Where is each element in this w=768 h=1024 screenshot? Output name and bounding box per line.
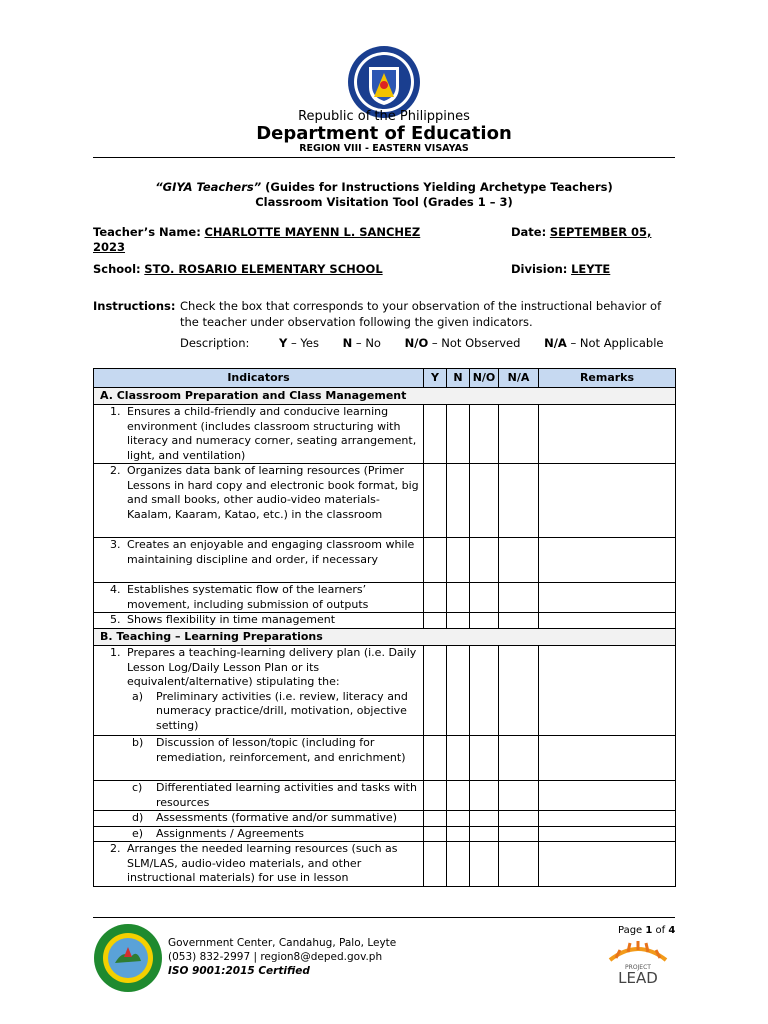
description-label: Description: [180,336,250,350]
republic-text: Republic of the Philippines [298,109,470,124]
table-row [94,464,676,538]
check-n[interactable] [447,405,470,464]
legend-yes: Y – Yes [279,336,319,350]
remarks-cell[interactable] [539,646,676,736]
indicator-cell: 3. Creates an enjoyable and engaging classroom while maintaining discipline and order, if necessary [94,538,424,583]
school-field [93,262,493,277]
check-y[interactable] [424,781,447,811]
remarks-cell[interactable] [539,464,676,538]
indicator-cell: 5. Shows flexibility in time management [94,613,424,629]
check-y[interactable] [424,646,447,736]
table-row [94,826,676,842]
legend-not-observed: N/O – Not Observed [404,336,521,350]
indicator-cell: e) Assignments / Agreements [94,826,424,842]
school-value: STO. ROSARIO ELEMENTARY SCHOOL [144,262,383,276]
check-na[interactable] [499,736,539,781]
remarks-cell[interactable] [539,811,676,827]
section-a-header: A. Classroom Preparation and Class Management [94,388,676,405]
check-y[interactable] [424,811,447,827]
check-y[interactable] [424,842,447,887]
header-na: N/A [499,369,539,388]
instructions-label: Instructions: [93,299,176,313]
instructions-text: Check the box that corresponds to your observation of the instructional behavior of the teacher under observation following the given indicators. [180,299,662,329]
teacher-value: CHARLOTTE MAYENN L. SANCHEZ [204,225,421,239]
check-y[interactable] [424,826,447,842]
check-n[interactable] [447,736,470,781]
remarks-cell[interactable] [539,583,676,613]
check-y[interactable] [424,538,447,583]
check-n[interactable] [447,646,470,736]
check-no[interactable] [470,842,499,887]
check-na[interactable] [499,842,539,887]
footer-iso: ISO 9001:2015 Certified [168,965,310,977]
indicator-cell: 1. Prepares a teaching-learning delivery plan (i.e. Daily Lesson Log/Daily Lesson Plan or its equivalent/alternative) stipulating the: a) Preliminary activities (i.e. review, literacy and numeracy practice/drill, motivation, objective setting) [94,646,424,736]
table-row [94,781,676,811]
check-no[interactable] [470,613,499,629]
footer-phone-email: (053) 832-2997 | region8@deped.gov.ph [168,951,383,963]
table-row [94,811,676,827]
header-n: N [447,369,470,388]
check-y[interactable] [424,464,447,538]
division-value: LEYTE [571,262,611,276]
indicator-cell: 2. Arranges the needed learning resources (such as SLM/LAS, audio-video materials, and other instructional materials) for use in lesson [94,842,424,887]
indicator-cell: b) Discussion of lesson/topic (including for remediation, reinforcement, and enrichment) [94,736,424,781]
table-row [94,646,676,736]
check-na[interactable] [499,613,539,629]
header-no: N/O [470,369,499,388]
division-field [511,262,681,277]
check-y[interactable] [424,613,447,629]
table-row [94,736,676,781]
indicator-cell: c) Differentiated learning activities and tasks with resources [94,781,424,811]
table-row [94,405,676,464]
table-row [94,613,676,629]
division-label: Division: [511,262,568,276]
remarks-cell[interactable] [539,736,676,781]
check-n[interactable] [447,538,470,583]
check-no[interactable] [470,781,499,811]
footer-address: Government Center, Candahug, Palo, Leyte [168,937,397,949]
remarks-cell[interactable] [539,781,676,811]
legend-no: N – No [342,336,381,350]
table-header-row [94,369,676,388]
remarks-cell[interactable] [539,842,676,887]
check-no[interactable] [470,464,499,538]
deped-seal-icon [347,45,421,119]
check-na[interactable] [499,811,539,827]
remarks-cell[interactable] [539,826,676,842]
lead-label: LEAD [618,969,658,986]
check-no[interactable] [470,811,499,827]
check-n[interactable] [447,826,470,842]
date-field [511,225,681,240]
header-y: Y [424,369,447,388]
teacher-label: Teacher’s Name: [93,225,201,239]
check-no[interactable] [470,583,499,613]
department-title: Department of Education [256,123,512,144]
indicator-cell: d) Assessments (formative and/or summative) [94,811,424,827]
indicator-cell: 1. Ensures a child-friendly and conducive learning environment (includes classroom structuring with literacy and numeracy corner, seating arrangement, light, and ventilation) [94,405,424,464]
check-na[interactable] [499,781,539,811]
date-label: Date: [511,225,547,239]
tool-subtitle: Classroom Visitation Tool (Grades 1 – 3) [255,195,513,209]
check-y[interactable] [424,736,447,781]
check-na[interactable] [499,464,539,538]
check-y[interactable] [424,405,447,464]
check-no[interactable] [470,736,499,781]
teacher-field [93,225,433,255]
check-na[interactable] [499,826,539,842]
remarks-cell[interactable] [539,613,676,629]
region-text: REGION VIII - EASTERN VISAYAS [299,143,469,154]
table-row [94,538,676,583]
remarks-cell[interactable] [539,538,676,583]
description-legend [180,336,700,350]
lead-small-label: PROJECT [625,964,651,971]
legend-not-applicable: N/A – Not Applicable [544,336,664,350]
check-na[interactable] [499,583,539,613]
tool-title [0,180,768,194]
check-no[interactable] [470,538,499,583]
header-remarks: Remarks [539,369,676,388]
page-number: Page 1 of 4 [618,925,676,936]
check-na[interactable] [499,405,539,464]
header-divider [93,157,675,158]
check-no[interactable] [470,826,499,842]
date-value: SEPTEMBER 05, [549,225,652,239]
check-n[interactable] [447,781,470,811]
remarks-cell[interactable] [539,405,676,464]
section-b-header: B. Teaching – Learning Preparations [94,629,676,646]
check-n[interactable] [447,613,470,629]
check-n[interactable] [447,464,470,538]
table-row [94,583,676,613]
table-row [94,842,676,887]
school-label: School: [93,262,141,276]
check-y[interactable] [424,583,447,613]
footer-divider [93,917,675,918]
instructions [93,298,683,330]
check-no[interactable] [470,405,499,464]
check-na[interactable] [499,538,539,583]
project-lead-logo-icon [602,938,674,986]
indicator-cell: 2. Organizes data bank of learning resources (Primer Lessons in hard copy and electronic book format, big and small books, other audio-video materials-Kaalam, Kaaram, Katao, etc.) in the classroom [94,464,424,538]
tool-title-italic: “GIYA Teachers” [155,180,262,194]
teacher-value-continued: 2023 [93,240,126,254]
check-n[interactable] [447,842,470,887]
check-na[interactable] [499,646,539,736]
check-n[interactable] [447,811,470,827]
indicator-cell: 4. Establishes systematic flow of the learners’ movement, including submission of outputs [94,583,424,613]
check-n[interactable] [447,583,470,613]
footer-contact [168,936,396,978]
deped-region8-logo-icon [93,923,163,993]
check-no[interactable] [470,646,499,736]
tool-title-rest: (Guides for Instructions Yielding Archetype Teachers) [261,180,613,194]
header-indicators: Indicators [94,369,424,388]
indicators-table [93,368,676,887]
